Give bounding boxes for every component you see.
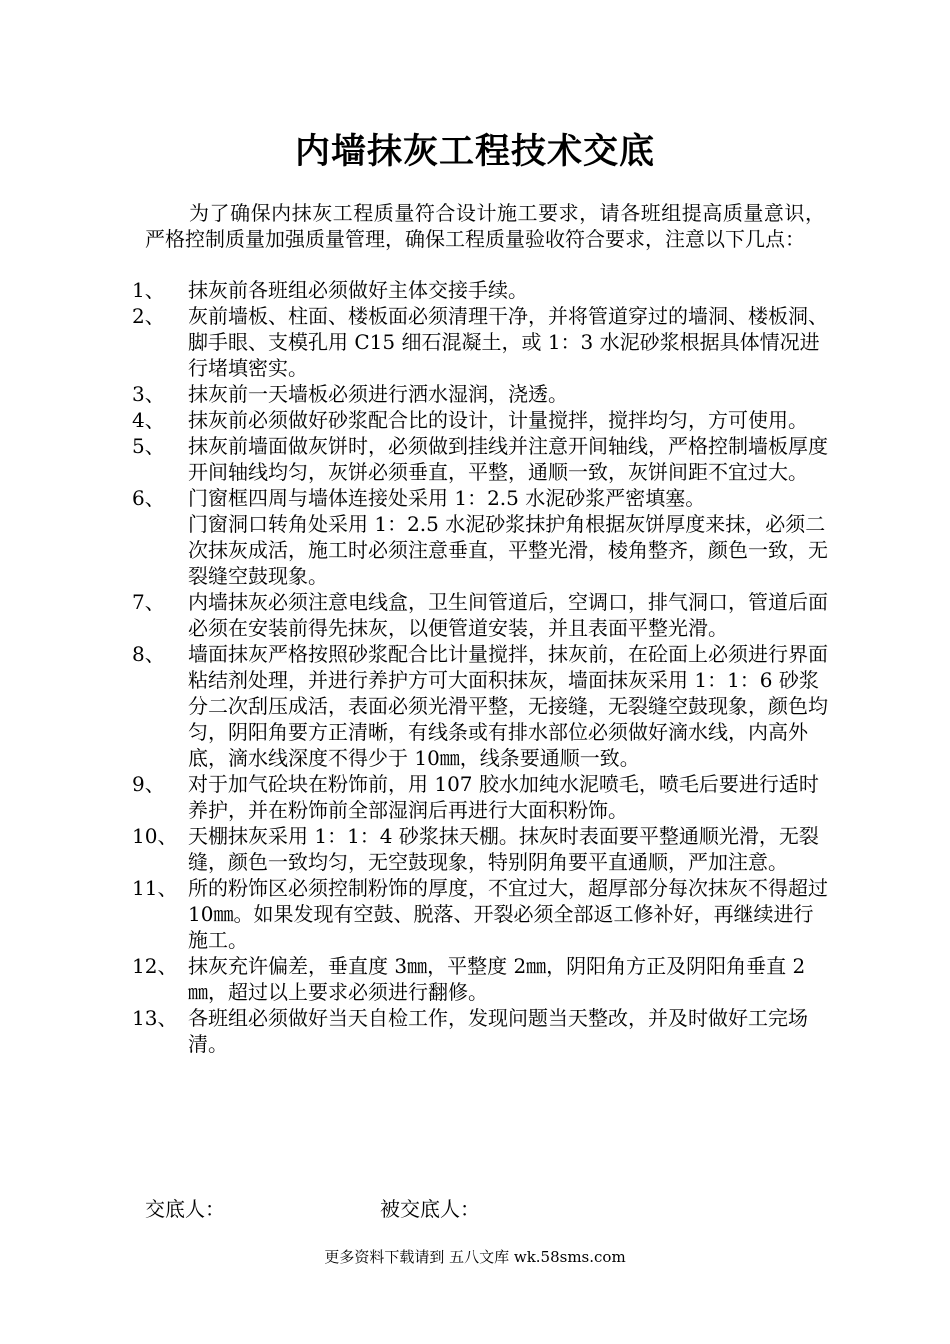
item-text: 门窗框四周与墙体连接处采用 1：2.5 水泥砂浆严密填塞。 [188, 486, 706, 510]
list-item [132, 381, 832, 407]
list-item [132, 589, 832, 641]
item-text: 抹灰前各班组必须做好主体交接手续。 [188, 278, 528, 302]
item-number: 7、 [132, 590, 165, 614]
list-item [132, 771, 832, 823]
list-item [132, 485, 832, 511]
item-text: 天棚抹灰采用 1：1：4 砂浆抹天棚。抹灰时表面要平整通顺光滑，无裂缝，颜色一致均匀，无空鼓现象，特别阴角要平直通顺，严加注意。 [188, 824, 819, 874]
requirements-list [132, 277, 832, 1057]
intro-paragraph: 为了确保内抹灰工程质量符合设计施工要求，请各班组提高质量意识，严格控制质量加强质量管理，确保工程质量验收符合要求，注意以下几点： [145, 201, 825, 251]
item-text: 抹灰前墙面做灰饼时，必须做到挂线并注意开间轴线，严格控制墙板厚度开间轴线均匀，灰饼必须垂直，平整，通顺一致，灰饼间距不宜过大。 [188, 434, 828, 484]
item-text: 墙面抹灰严格按照砂浆配合比计量搅拌，抹灰前，在砼面上必须进行界面粘结剂处理，并进行养护方可大面积抹灰，墙面抹灰采用 1：1：6 砂浆分二次刮压成活，表面必须光滑平整，无接缝，无裂缝空鼓现象，颜色均匀，阴阳角要方正清晰，有线条或有排水部位必须做好滴水线，内高外底，滴水线深度不得少于 10㎜，线条要通顺一致。 [188, 642, 828, 770]
item-number: 9、 [132, 772, 165, 796]
signature-line [145, 1196, 480, 1222]
list-item [132, 875, 832, 953]
item-number: 8、 [132, 642, 165, 666]
giver-label: 交底人： [145, 1197, 225, 1221]
list-item [132, 303, 832, 381]
item-number: 3、 [132, 382, 165, 406]
footer-note: 更多资料下载请到 五八文库 wk.58sms.com [324, 1248, 626, 1266]
item-number: 1、 [132, 278, 165, 302]
list-item [132, 823, 832, 875]
item-number: 6、 [132, 486, 165, 510]
item-number: 4、 [132, 408, 165, 432]
item-text: 抹灰前必须做好砂浆配合比的设计，计量搅拌，搅拌均匀，方可使用。 [188, 408, 808, 432]
receiver-label: 被交底人： [380, 1197, 480, 1221]
list-item [132, 407, 832, 433]
list-item [132, 1005, 832, 1057]
item-text: 所的粉饰区必须控制粉饰的厚度，不宜过大，超厚部分每次抹灰不得超过 10㎜。如果发现有空鼓、脱落、开裂必须全部返工修补好，再继续进行施工。 [188, 876, 828, 952]
item-text: 抹灰前一天墙板必须进行洒水湿润，浇透。 [188, 382, 568, 406]
item-text: 灰前墙板、柱面、楼板面必须清理干净，并将管道穿过的墙洞、楼板洞、脚手眼、支模孔用 C15 细石混凝土，或 1：3 水泥砂浆根据具体情况进行堵填密实。 [188, 304, 828, 380]
item-text: 对于加气砼块在粉饰前，用 107 胶水加纯水泥喷毛，喷毛后要进行适时养护，并在粉饰前全部湿润后再进行大面积粉饰。 [188, 772, 819, 822]
item-text: 各班组必须做好当天自检工作，发现问题当天整改，并及时做好工完场清。 [188, 1006, 808, 1056]
item-text: 门窗洞口转角处采用 1：2.5 水泥砂浆抹护角根据灰饼厚度来抹，必须二次抹灰成活，施工时必须注意垂直，平整光滑，棱角整齐，颜色一致，无裂缝空鼓现象。 [188, 512, 828, 588]
list-item [132, 433, 832, 485]
item-number: 2、 [132, 304, 165, 328]
item-number: 12、 [132, 954, 178, 978]
item-text: 抹灰充许偏差，垂直度 3㎜，平整度 2㎜，阴阳角方正及阴阳角垂直 2㎜，超过以上要求必须进行翻修。 [188, 954, 806, 1004]
item-number: 5、 [132, 434, 165, 458]
list-item [132, 641, 832, 771]
item-number: 10、 [132, 824, 178, 848]
item-number: 11、 [132, 876, 178, 900]
page-title: 内墙抹灰工程技术交底 [294, 131, 655, 172]
list-item [132, 277, 832, 303]
item-number: 13、 [132, 1006, 178, 1030]
item-number [132, 511, 188, 589]
list-item [132, 953, 832, 1005]
list-item-continuation [132, 511, 832, 589]
item-text: 内墙抹灰必须注意电线盒，卫生间管道后，空调口，排气洞口，管道后面必须在安装前得先抹灰，以便管道安装，并且表面平整光滑。 [188, 590, 828, 640]
